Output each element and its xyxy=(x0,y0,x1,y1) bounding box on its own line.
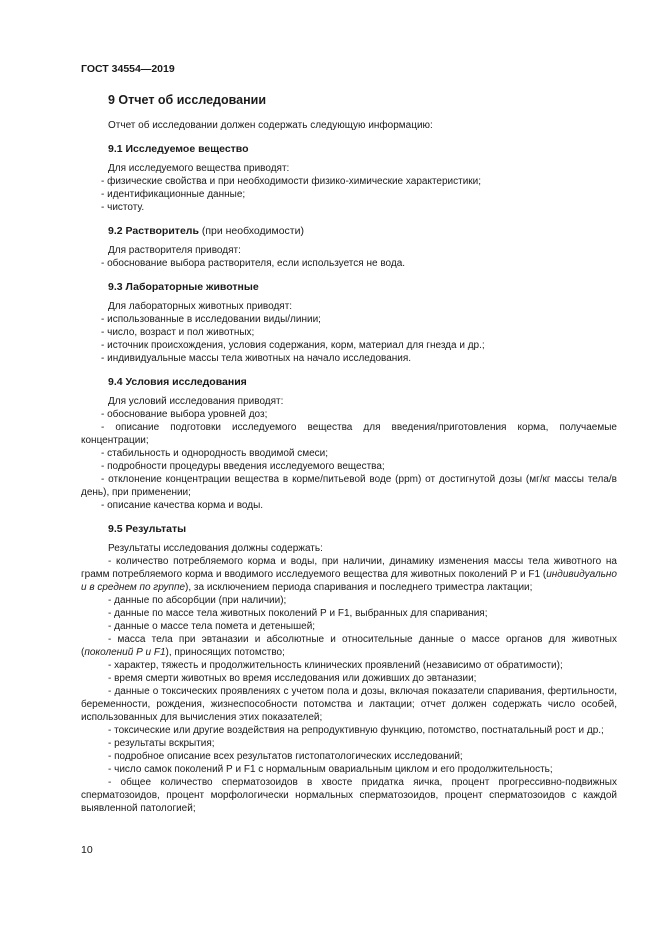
list-item: - идентификационные данные; xyxy=(101,189,246,200)
list-item: - масса тела при эвтаназии и абсолютные и относительные данные о массе органов для животных (поколений Р и F1), приносящих потомство; xyxy=(81,634,617,658)
list-item: - обоснование выбора растворителя, если используется не вода. xyxy=(101,258,406,269)
section-intro: Отчет об исследовании должен содержать следующую информацию: xyxy=(108,120,433,131)
list-item: - индивидуальные массы тела животных на начало исследования. xyxy=(101,353,412,364)
list-item: - число самок поколений Р и F1 с нормальным овариальным циклом и его продолжительность; xyxy=(108,764,553,775)
list-item: - подробное описание всех результатов гистопатологических исследований; xyxy=(108,751,463,762)
subsection-lead: Для растворителя приводят: xyxy=(108,245,241,256)
list-item: - данные о токсических проявлениях с учетом пола и дозы, включая показатели спаривания, фертильности, беременности, рождения, жизнеспособности потомства и лактации; отчет должен содержать число особей, использованных для вычисления этих показателей; xyxy=(81,686,617,723)
list-item: - данные по массе тела животных поколений Р и F1, выбранных для спаривания; xyxy=(108,608,488,619)
subsection-title-9-4: 9.4 Условия исследования xyxy=(108,376,247,388)
page-number: 10 xyxy=(81,844,93,856)
subsection-lead: Для исследуемого вещества приводят: xyxy=(108,163,290,174)
list-item: - токсические или другие воздействия на репродуктивную функцию, потомство, постнатальный рост и др.; xyxy=(108,725,604,736)
list-item: - обоснование выбора уровней доз; xyxy=(101,409,268,420)
list-item: - число, возраст и пол животных; xyxy=(101,327,255,338)
list-item: - характер, тяжесть и продолжительность клинических проявлений (независимо от обратимости); xyxy=(108,660,563,671)
subsection-lead: Для лабораторных животных приводят: xyxy=(108,301,293,312)
list-item: - данные по абсорбции (при наличии); xyxy=(108,595,287,606)
list-item: - чистоту. xyxy=(101,202,145,213)
subsection-title-9-1: 9.1 Исследуемое вещество xyxy=(108,143,249,155)
list-item: - источник происхождения, условия содержания, корм, материал для гнезда и др.; xyxy=(101,340,485,351)
subsection-title-9-3: 9.3 Лабораторные животные xyxy=(108,281,259,293)
subsection-title-9-2: 9.2 Растворитель (при необходимости) xyxy=(108,225,304,237)
list-item: - количество потребляемого корма и воды, при наличии, динамику изменения массы тела животного на грамм потребляемого корма и вводимого исследуемого вещества для животных поколений Р и F1 (индивидуально и в среднем по группе), за исключением периода спаривания и последнего триместра лактации; xyxy=(81,556,617,593)
list-item: - отклонение концентрации вещества в корме/питьевой воде (ppm) от достигнутой дозы (мг/кг массы тела/в день), при применении; xyxy=(81,474,617,498)
list-item: - физические свойства и при необходимости физико-химические характеристики; xyxy=(101,176,482,187)
list-item: - описание подготовки исследуемого вещества для введения/приготовления корма, получаемые концентрации; xyxy=(81,422,617,446)
document-body xyxy=(81,93,617,815)
list-item: - использованные в исследовании виды/линии; xyxy=(101,314,321,325)
subsection-lead: Для условий исследования приводят: xyxy=(108,396,284,407)
list-item: - время смерти животных во время исследования или доживших до эвтаназии; xyxy=(108,673,477,684)
list-item: - подробности процедуры введения исследуемого вещества; xyxy=(101,461,385,472)
list-item: - описание качества корма и воды. xyxy=(101,500,264,511)
section-title: 9 Отчет об исследовании xyxy=(108,93,267,107)
subsection-lead: Результаты исследования должны содержать: xyxy=(108,543,323,554)
document-header: ГОСТ 34554—2019 xyxy=(81,63,175,75)
list-item: - стабильность и однородность вводимой смеси; xyxy=(101,448,329,459)
subsection-title-9-5: 9.5 Результаты xyxy=(108,523,187,535)
list-item: - общее количество сперматозоидов в хвосте придатка яичка, процент прогрессивно-подвижных сперматозоидов, процент морфологически нормальных сперматозоидов, процент сперматозоидов с каждой выявленной патологией; xyxy=(81,777,617,814)
list-item: - результаты вскрытия; xyxy=(108,738,215,749)
list-item: - данные о массе тела помета и детенышей; xyxy=(108,621,316,632)
